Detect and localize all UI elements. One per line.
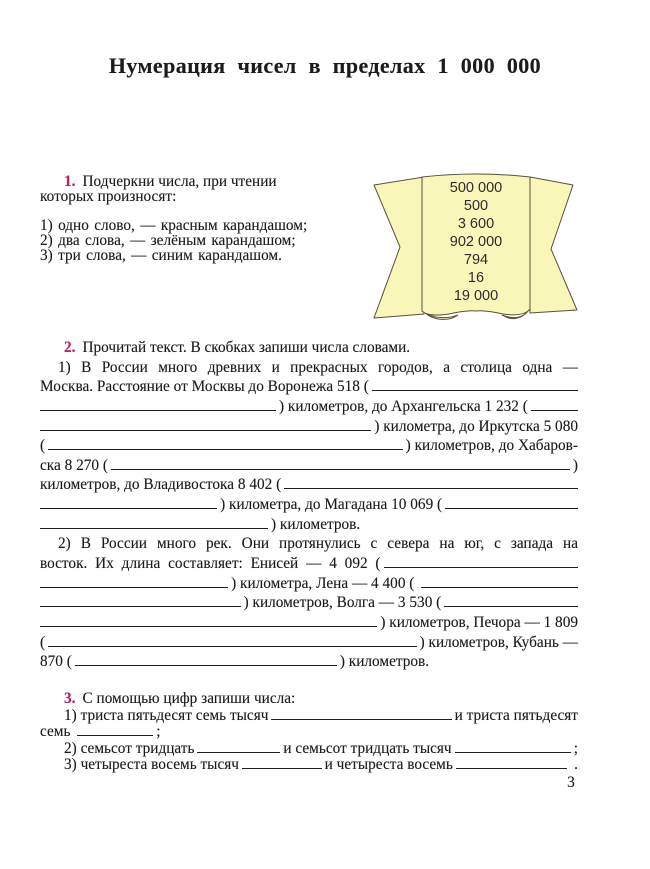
fill-in-blank[interactable] <box>197 749 280 753</box>
line-text: 2) В России много рек. Они протянулись с севера на юг, с запада на <box>58 535 578 553</box>
task1-heading-line2: которых произносят: <box>40 188 177 206</box>
text-line <box>40 708 578 724</box>
fill-in-blank[interactable] <box>48 446 403 450</box>
task1-number: 1. <box>64 173 76 190</box>
task1-item-3: 3) три слова, — синим карандашом. <box>40 247 282 264</box>
task1-item-1: 1) одно слово, — красным карандашом; <box>40 216 308 234</box>
line-text: семь <box>40 723 75 741</box>
page-number: 3 <box>567 774 575 791</box>
fill-in-blank[interactable] <box>75 662 337 666</box>
text-line <box>40 741 578 757</box>
line-text: ) километров, до Хабаров- <box>405 437 578 455</box>
fill-in-blank[interactable] <box>444 603 578 607</box>
line-text: километров, до Владивостока 8 402 ( <box>40 476 282 494</box>
banner-number: 19 000 <box>453 288 499 304</box>
page-title: Нумерация чисел в пределах 1 000 000 <box>108 53 542 78</box>
fill-in-blank[interactable] <box>271 716 451 720</box>
fill-in-blank[interactable] <box>40 407 276 411</box>
line-text: 1) триста пятьдесят семь тысяч <box>64 707 269 724</box>
fill-in-blank[interactable] <box>531 407 578 411</box>
line-text: ) километра, до Магадана 10 069 ( <box>220 496 443 514</box>
task1-item-2: 2) два слова, — зелёным карандашом; <box>40 231 296 249</box>
fill-in-blank[interactable] <box>40 584 228 588</box>
line-text: 2) семьсот тридцать <box>64 739 195 757</box>
line-text: ) километров, Волга — 3 530 ( <box>243 594 442 612</box>
line-text: ) километра, до Иркутска 5 080 <box>374 417 578 435</box>
task2-heading-text: Прочитай текст. В скобках запиши числа словами. <box>82 339 411 356</box>
text-line <box>40 397 578 417</box>
line-text: и семьсот тридцать тысяч <box>283 739 452 757</box>
line-text: ) <box>572 456 578 474</box>
line-text: ; <box>156 723 161 741</box>
text-line <box>40 377 578 397</box>
fill-in-blank[interactable] <box>48 643 416 647</box>
task3-heading <box>40 690 578 708</box>
line-text: . <box>570 755 578 773</box>
text-line <box>40 495 578 515</box>
fill-in-blank[interactable] <box>242 765 322 769</box>
task2-heading <box>40 338 578 358</box>
fill-in-blank[interactable] <box>384 564 578 568</box>
line-text: ( <box>40 633 46 651</box>
banner-number: 794 <box>463 252 489 268</box>
banner-number-list <box>422 179 530 305</box>
line-text: Москва. Расстояние от Москвы до Воронежа 518 ( <box>40 378 369 396</box>
line-text: ) километров, до Архангельска 1 232 ( <box>278 397 528 415</box>
number-banner <box>360 168 582 328</box>
fill-in-blank[interactable] <box>455 749 571 753</box>
fill-in-blank[interactable] <box>40 427 371 431</box>
text-line <box>40 554 578 574</box>
banner-right-wing <box>530 177 577 313</box>
task2-body <box>40 358 578 672</box>
banner-number: 3 600 <box>457 216 495 232</box>
banner-number: 902 000 <box>449 234 503 250</box>
fill-in-blank[interactable] <box>445 505 578 509</box>
line-text: 1) В России много древних и прекрасных городов, а столица одна — <box>58 358 578 376</box>
task3-heading-text: С помощью цифр запиши числа: <box>82 690 296 707</box>
fill-in-blank[interactable] <box>77 732 153 736</box>
text-line <box>40 358 578 378</box>
fill-in-blank[interactable] <box>284 485 578 489</box>
text-line <box>40 613 578 633</box>
fill-in-blank[interactable] <box>372 387 578 391</box>
fill-in-blank[interactable] <box>456 765 568 769</box>
text-line <box>40 436 578 456</box>
text-line <box>40 475 578 495</box>
task1-heading-line1 <box>40 174 364 189</box>
task1 <box>40 174 364 263</box>
line-text: и четыреста восемь <box>324 755 453 773</box>
task3-body <box>40 708 578 773</box>
text-line <box>40 574 578 594</box>
line-text: ( <box>40 437 46 455</box>
line-text: ска 8 270 ( <box>40 456 108 474</box>
text-line <box>40 534 578 554</box>
task3-number: 3. <box>64 690 76 707</box>
line-text: 3) четыреста восемь тысяч <box>64 755 239 773</box>
text-line <box>40 456 578 476</box>
line-text: 870 ( <box>40 653 72 671</box>
task1-items <box>40 218 364 263</box>
text-line <box>40 593 578 613</box>
line-text: восток. Их длина составляет: Енисей — 4 092 ( <box>40 555 381 573</box>
banner-number: 16 <box>467 270 485 286</box>
line-text: ; <box>573 739 578 757</box>
fill-in-blank[interactable] <box>40 623 377 627</box>
task1-heading-text1: Подчеркни числа, при чтении <box>82 173 277 190</box>
fill-in-blank[interactable] <box>40 505 217 509</box>
task3 <box>40 690 578 773</box>
text-line <box>40 417 578 437</box>
text-line <box>40 724 578 740</box>
fill-in-blank[interactable] <box>421 584 578 588</box>
task2-number: 2. <box>64 339 76 356</box>
text-line <box>40 515 578 535</box>
fill-in-blank[interactable] <box>40 525 268 529</box>
text-line <box>40 633 578 653</box>
task2 <box>40 338 578 672</box>
line-text: ) километров. <box>271 515 361 533</box>
text-line <box>40 757 578 773</box>
banner-number: 500 <box>463 198 489 214</box>
banner-number: 500 000 <box>449 180 503 196</box>
line-text: ) километров, Кубань — <box>419 633 578 651</box>
text-line <box>40 652 578 672</box>
line-text: ) километров, Печора — 1 809 <box>380 613 578 631</box>
line-text: ) километров. <box>339 653 430 671</box>
line-text: ) километра, Лена — 4 400 ( <box>231 574 419 592</box>
fill-in-blank[interactable] <box>40 603 241 607</box>
line-text: и триста пятьдесят <box>454 707 578 724</box>
fill-in-blank[interactable] <box>111 466 570 470</box>
banner-left-wing <box>374 177 424 318</box>
